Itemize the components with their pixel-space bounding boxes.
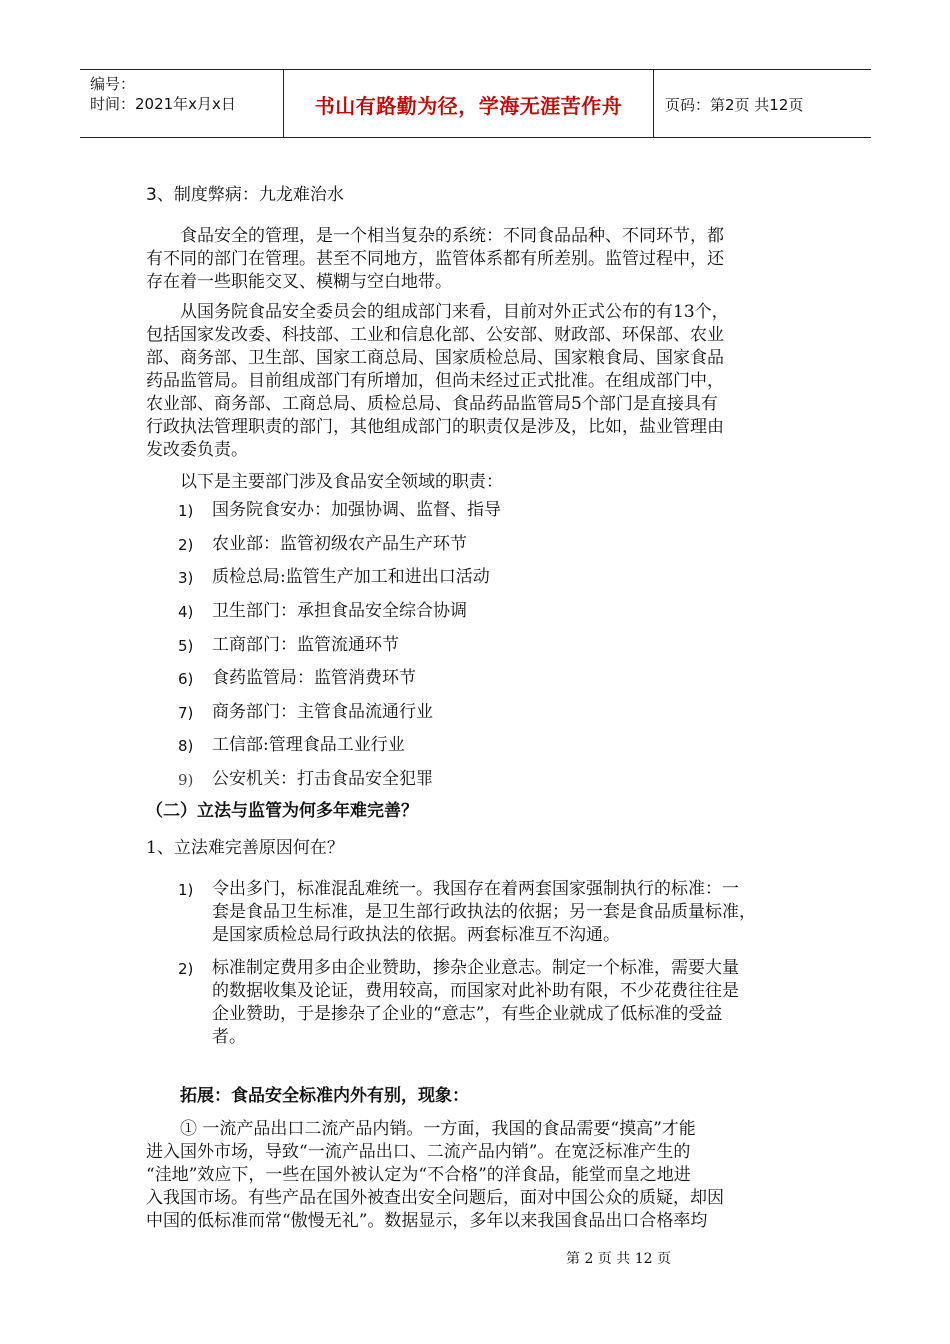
text-line: 行政执法管理职责的部门，其他组成部门的职责仅是涉及，比如，盐业管理由: [146, 417, 724, 437]
text-line: 部、商务部、卫生部、国家工商总局、国家质检总局、国家粮食局、国家食品: [146, 348, 724, 368]
text-line: 发改委负责。: [146, 440, 248, 460]
header-motto: 书山有路勤为径，学海无涯苦作舟: [314, 94, 623, 118]
list-text: 商务部门：主管食品流通行业: [212, 702, 433, 722]
text-line: 从国务院食品安全委员会的组成部门来看，目前对外正式公布的有13个，: [180, 302, 729, 322]
text-line: 是国家质检总局行政执法的依据。两套标准互不沟通。: [212, 925, 620, 945]
text-line: 令出多门，标准混乱难统一。我国存在着两套国家强制执行的标准：一: [212, 879, 739, 899]
list-number: 2): [178, 536, 194, 554]
text-line: 的数据收集及论证，费用较高，而国家对此补助有限，不少花费往往是: [212, 981, 739, 1001]
extension-heading: 拓展：食品安全标准内外有别，现象：: [180, 1086, 469, 1106]
text-line: 农业部、商务部、工商总局、质检总局、食品药品监管局5个部门是直接具有: [146, 394, 718, 414]
text-line: 入我国市场。有些产品在国外被查出安全问题后，面对中国公众的质疑，却因: [146, 1188, 724, 1208]
code-label: 编号：: [90, 75, 136, 93]
list-text: 质检总局:监管生产加工和进出口活动: [212, 567, 490, 587]
text-line: 套是食品卫生标准，是卫生部行政执法的依据；另一套是食品质量标准，: [212, 902, 756, 922]
list-text: 农业部：监管初级农产品生产环节: [212, 534, 467, 554]
section-heading: （二）立法与监管为何多年难完善？: [146, 801, 418, 821]
list-text: 食药监管局：监管消费环节: [212, 668, 416, 688]
list-number: 4): [178, 603, 194, 621]
text-line: 者。: [212, 1027, 246, 1047]
text-line: 标准制定费用多由企业赞助，掺杂企业意志。制定一个标准，需要大量: [212, 958, 739, 978]
list-number: 8): [178, 737, 194, 755]
header-page-info: 页码：第2页 共12页: [665, 96, 804, 114]
list-number: 2): [178, 960, 194, 978]
text-line: 进入国外市场，导致“一流产品出口、二流产品内销”。在宽泛标准产生的: [146, 1142, 691, 1162]
subsection-heading: 1、立法难完善原因何在？: [146, 838, 344, 858]
list-number: 1): [178, 881, 194, 899]
list-text: 国务院食安办：加强协调、监督、指导: [212, 500, 501, 520]
list-number: 3): [178, 569, 194, 587]
list-text: 公安机关：打击食品安全犯罪: [212, 769, 433, 789]
list-text: 卫生部门：承担食品安全综合协调: [212, 601, 467, 621]
time-label: 时间：2021年x月x日: [90, 95, 236, 113]
duties-intro: 以下是主要部门涉及食品安全领域的职责：: [180, 472, 503, 492]
list-number: 7): [178, 704, 194, 722]
header-meta: [90, 74, 236, 114]
text-line: 中国的低标准而常“傲慢无礼”。数据显示，多年以来我国食品出口合格率均: [146, 1211, 708, 1231]
list-number: 1): [178, 502, 194, 520]
page-footer: 第 2 页 共 12 页: [566, 1251, 671, 1267]
list-number: 5): [178, 637, 194, 655]
text-line: 有不同的部门在管理。甚至不同地方，监管体系都有所差别。监管过程中，还: [146, 249, 724, 269]
list-text: 工信部:管理食品工业行业: [212, 735, 405, 755]
list-number: 6): [178, 670, 194, 688]
text-line: “洼地”效应下，一些在国外被认定为“不合格”的洋食品，能堂而皇之地进: [146, 1165, 691, 1185]
text-line: 包括国家发改委、科技部、工业和信息化部、公安部、财政部、环保部、农业: [146, 325, 724, 345]
text-line: 食品安全的管理，是一个相当复杂的系统：不同食品品种、不同环节，都: [180, 226, 724, 246]
text-line: ① 一流产品出口二流产品内销。一方面，我国的食品需要“摸高”才能: [180, 1119, 696, 1139]
list-text: 工商部门：监管流通环节: [212, 635, 399, 655]
text-line: 药品监管局。目前组成部门有所增加，但尚未经过正式批准。在组成部门中，: [146, 371, 724, 391]
text-line: 存在着一些职能交叉、模糊与空白地带。: [146, 272, 452, 292]
text-line: 企业赞助，于是掺杂了企业的“意志”，有些企业就成了低标准的受益: [212, 1004, 723, 1024]
header-divider: [653, 70, 654, 137]
list-number: 9): [178, 771, 194, 789]
section-heading: 3、制度弊病：九龙难治水: [146, 185, 344, 205]
page-header: [80, 69, 871, 138]
